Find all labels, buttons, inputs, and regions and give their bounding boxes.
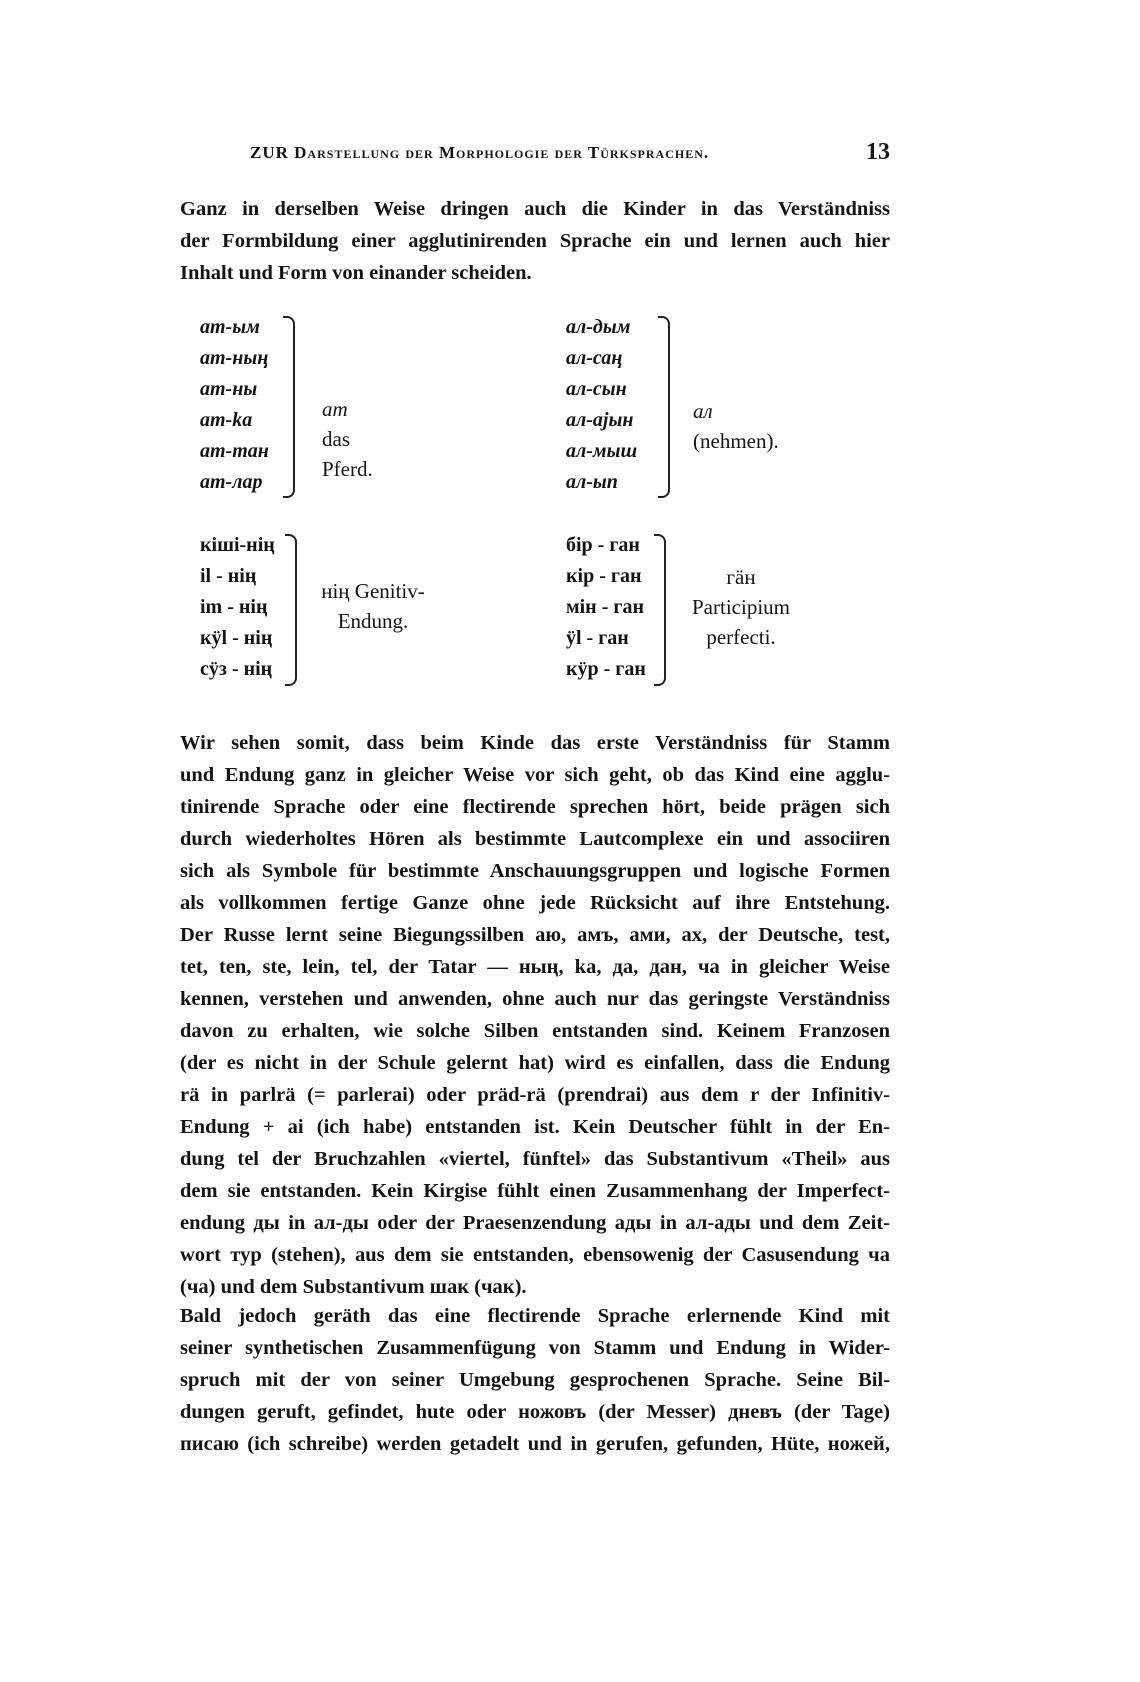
paragraph-line: seiner synthetischen Zusammenfügung von Stamm und Endung in Wider- [180,1337,890,1359]
form-item: ал-дым [566,316,631,338]
running-title: ZUR Darstellung der Morphologie der Türksprachen. [250,143,710,162]
paragraph-line: der Formbildung einer agglutinirenden Sprache ein und lernen auch hier [180,230,890,252]
paragraph-line: spruch mit der von seiner Umgebung gesprochenen Sprache. Seine Bil- [180,1369,890,1391]
paragraph-line: wort тур (stehen), aus dem sie entstanden, ebensowenig der Casusendung ча [180,1244,890,1266]
form-item: ат-ны [200,378,258,400]
form-item: ат-тан [200,440,269,462]
paragraph-line: Endung + ai (ich habe) entstanden ist. Kein Deutscher fühlt in der En- [180,1116,890,1138]
form-item: кӱl - нің [200,627,273,649]
form-item: ал-ып [566,471,618,493]
form-item: кіші-нің [200,534,275,556]
paragraph-line: und Endung ganz in gleicher Weise vor sich geht, ob das Kind eine agglu- [180,764,890,786]
page-number: 13 [866,139,890,165]
form-item: сӱз - нің [200,658,273,680]
form-item: кӱр - ган [566,658,646,680]
curly-brace [658,316,670,498]
form-column [566,530,646,685]
paragraph-line: durch wiederholtes Hören als bestimmte Lautcomplexe ein und associiren [180,828,890,850]
paragraph-line: (ча) und dem Substantivum шак (чак). [180,1276,527,1298]
paragraph-line: dungen geruft, gefindet, hute oder ножовъ (der Messer) дневъ (der Tage) [180,1401,890,1423]
paragraph-line: dem sie entstanden. Kein Kirgise fühlt einen Zusammenhang der Imperfect- [180,1180,890,1202]
form-item: il - нің [200,565,257,587]
form-column [200,530,275,685]
form-item: ал-сын [566,378,627,400]
paragraph-line: tinirende Sprache oder eine flectirende sprechen hört, beide prägen sich [180,796,890,818]
form-item: ат-ның [200,347,269,369]
paragraph-line: Wir sehen somit, dass beim Kinde das erste Verständniss für Stamm [180,732,890,754]
form-item: ат-ka [200,409,253,431]
paragraph-2 [125,727,890,1303]
paragraph-line: писаю (ich schreibe) werden getadelt und in gerufen, gefunden, Hüte, ножей, [180,1433,890,1455]
curly-brace [285,534,297,686]
form-item: ал-ајын [566,409,634,431]
form-item: ат-ым [200,316,260,338]
paragraph-line: Der Russe lernt seine Biegungssilben аю, амъ, ами, ах, der Deutsche, test, [180,924,890,946]
curly-brace [283,316,295,498]
paragraph-line: endung ды in ал-ды oder der Praesenzendung ады in ал-ады und dem Zeit- [180,1212,890,1234]
paragraph-line: Ganz in derselben Weise dringen auch die Kinder in das Verständniss [180,198,890,220]
paragraph-line: Inhalt und Form von einander scheiden. [180,262,532,284]
curly-brace [654,534,666,686]
form-item: ал-мыш [566,440,638,462]
form-column [566,312,637,498]
paragraph-line: rä in parlrä (= parlerai) oder präd-rä (prendrai) aus dem r der Infinitiv- [180,1084,890,1106]
paragraph-line: kennen, verstehen und anwenden, ohne auch nur das geringste Verständniss [180,988,890,1010]
form-column [200,312,269,498]
form-item: im - нің [200,596,268,618]
meaning: нің Genitiv- Endung. [321,579,425,633]
paragraph-line: Bald jedoch geräth das eine flectirende Sprache erlernende Kind mit [180,1305,890,1327]
paragraph-line: davon zu erhalten, wie solche Silben entstanden sind. Keinem Franzosen [180,1020,890,1042]
form-item: ат-лар [200,471,263,493]
form-item: ӱl - ган [566,627,629,649]
paragraph-1 [125,193,890,289]
meaning: гäн Participium perfecti. [692,565,790,649]
form-item: ал-саң [566,347,623,369]
running-head [125,139,890,169]
meaning: am das Pferd. [322,397,373,481]
paragraph-line: sich als Symbole für bestimmte Anschauungsgruppen und logische Formen [180,860,890,882]
paragraph-line: als vollkommen fertige Ganze ohne jede Rücksicht auf ihre Entstehung. [180,892,890,914]
meaning: ал (nehmen). [693,399,779,453]
paragraph-3 [125,1300,890,1460]
form-item: кір - ган [566,565,642,587]
form-item: бір - ган [566,534,640,556]
paragraph-line: dung tel der Bruchzahlen «viertel, fünftel» das Substantivum «Theil» aus [180,1148,890,1170]
form-item: мін - ган [566,596,644,618]
paragraph-line: tet, ten, ste, lein, tel, der Tatar — ның, ka, да, дан, ча in gleicher Weise [180,956,890,978]
paragraph-line: (der es nicht in der Schule gelernt hat) wird es einfallen, dass die Endung [180,1052,890,1074]
